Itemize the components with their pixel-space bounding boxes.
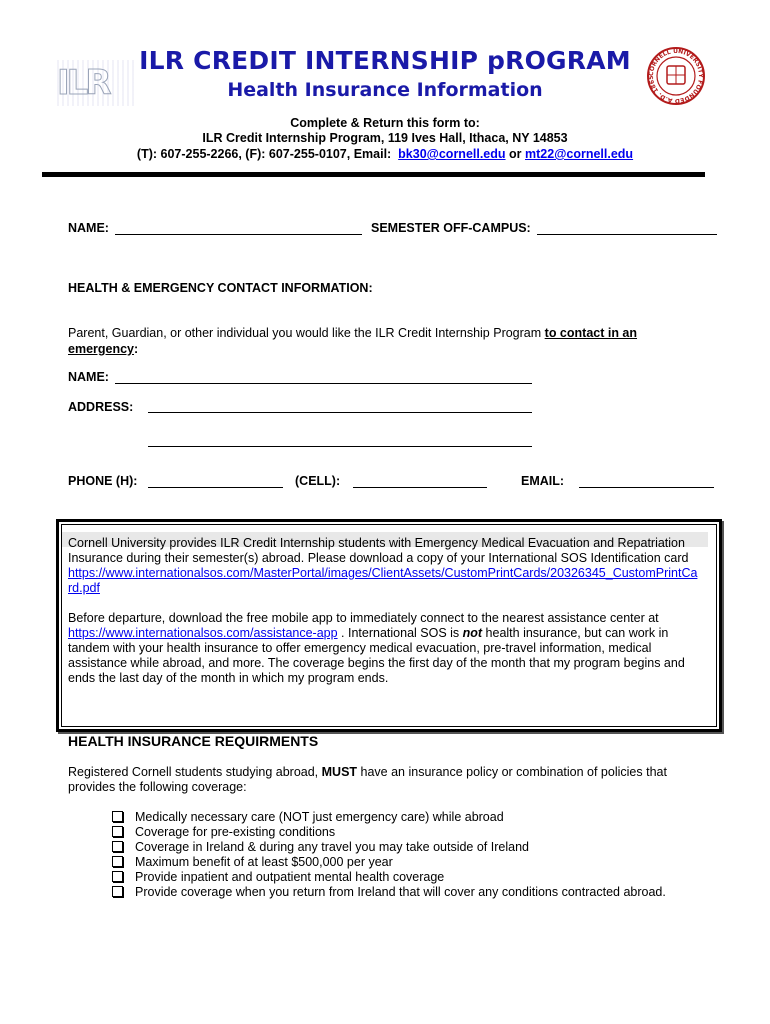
requirement-item <box>112 855 393 870</box>
req-intro-after: have an insurance policy or combination of policies that <box>357 765 667 779</box>
contact-or: or <box>509 147 522 161</box>
notice-p2-line-4: assistance while abroad, and more. The coverage begins the first day of the month that my program begins and <box>68 656 685 670</box>
email-link-bk30[interactable]: bk30@cornell.edu <box>398 147 506 161</box>
notice-not-word: not <box>462 626 483 640</box>
notice-p2-line-5: ends the last day of the month in which my program ends. <box>68 671 389 685</box>
contact-name-field[interactable] <box>115 383 532 384</box>
checkbox-icon[interactable] <box>112 811 123 822</box>
notice-p2-line-1: Before departure, download the free mobile app to immediately connect to the nearest assistance center at <box>68 611 659 625</box>
phone-home-field[interactable] <box>148 487 283 488</box>
checkbox-icon[interactable] <box>112 871 123 882</box>
address-label: ADDRESS: <box>68 400 134 414</box>
contact-line <box>0 147 770 161</box>
seal-text: CORNELL UNIVERSITY FOUNDED A.D. 1865 <box>647 47 705 105</box>
req-intro-before: Registered Cornell students studying abroad, <box>68 765 322 779</box>
header-divider <box>42 172 705 177</box>
semester-label: SEMESTER OFF-CAMPUS: <box>371 221 531 235</box>
email-field[interactable] <box>579 487 714 488</box>
emergency-section-heading: HEALTH & EMERGENCY CONTACT INFORMATION: <box>68 281 373 295</box>
emergency-intro <box>68 325 708 357</box>
notice-link-1 <box>68 566 708 596</box>
checkbox-icon[interactable] <box>112 856 123 867</box>
notice-p2-line-3: tandem with your health insurance to offer emergency medical evacuation, pre-travel information, medical <box>68 641 652 655</box>
email-label: EMAIL: <box>521 474 565 488</box>
semester-field[interactable] <box>537 234 717 235</box>
req-intro-line2: provides the following coverage: <box>68 780 247 794</box>
checkbox-icon[interactable] <box>112 826 123 837</box>
cell-field[interactable] <box>353 487 487 488</box>
name-field[interactable] <box>115 234 362 235</box>
cornell-seal-icon <box>646 46 706 106</box>
requirement-item <box>112 825 335 840</box>
requirement-text: Provide coverage when you return from Ireland that will cover any conditions contracted abroad. <box>135 885 666 899</box>
checkbox-icon[interactable] <box>112 841 123 852</box>
requirement-text: Medically necessary care (NOT just emergency care) while abroad <box>135 810 504 824</box>
notice-p2-end: health insurance, but can work in <box>482 626 669 640</box>
sos-card-link-cont[interactable]: rd.pdf <box>68 581 100 595</box>
requirement-item <box>112 870 444 885</box>
email-link-mt22[interactable]: mt22@cornell.edu <box>525 147 634 161</box>
sos-card-link[interactable]: https://www.internationalsos.com/MasterPortal/images/ClientAssets/CustomPrintCards/20326345_CustomPrintCa <box>68 566 698 580</box>
requirement-text: Maximum benefit of at least $500,000 per year <box>135 855 393 869</box>
address-field-line2[interactable] <box>148 446 532 447</box>
address-field-line1[interactable] <box>148 412 532 413</box>
notice-p2-mid: . International SOS is <box>337 626 463 640</box>
page-title: ILR CREDIT INTERNSHIP pROGRAM <box>139 46 631 75</box>
cell-label: (CELL): <box>295 474 341 488</box>
page-subtitle: Health Insurance Information <box>227 79 543 101</box>
requirements-heading: HEALTH INSURANCE REQUIRMENTS <box>68 733 319 749</box>
intro-underlined-1: to contact in an <box>544 326 638 340</box>
requirement-item <box>112 810 504 825</box>
checkbox-icon[interactable] <box>112 886 123 897</box>
return-heading: Complete & Return this form to: <box>290 116 480 130</box>
requirement-text: Coverage for pre-existing conditions <box>135 825 336 839</box>
return-address: ILR Credit Internship Program, 119 Ives Hall, Ithaca, NY 14853 <box>202 131 568 145</box>
contact-prefix: (T): 607-255-2266, (F): 607-255-0107, Email: <box>136 147 392 161</box>
contact-name-label: NAME: <box>68 370 109 384</box>
intro-colon: : <box>134 342 139 356</box>
intro-text: Parent, Guardian, or other individual you would like the ILR Credit Internship Program <box>68 326 542 340</box>
ilr-logo: ILR <box>57 60 137 106</box>
req-must: MUST <box>321 765 358 779</box>
intro-underlined-2: emergency <box>68 342 135 356</box>
name-label: NAME: <box>68 221 109 235</box>
requirement-item <box>112 840 529 855</box>
notice-line-1: Cornell University provides ILR Credit Internship students with Emergency Medical Evacuation and Repatriation <box>68 536 685 550</box>
sos-app-link[interactable]: https://www.internationalsos.com/assistance-app <box>68 626 338 640</box>
requirements-intro <box>68 765 708 795</box>
requirement-text: Provide inpatient and outpatient mental health coverage <box>135 870 445 884</box>
notice-p2-line-2 <box>68 626 708 641</box>
requirement-text: Coverage in Ireland & during any travel you may take outside of Ireland <box>135 840 529 854</box>
phone-home-label: PHONE (H): <box>68 474 138 488</box>
requirement-item <box>112 885 666 900</box>
notice-line-2: Insurance during their semester(s) abroad. Please download a copy of your International SOS Identification card <box>68 551 689 565</box>
